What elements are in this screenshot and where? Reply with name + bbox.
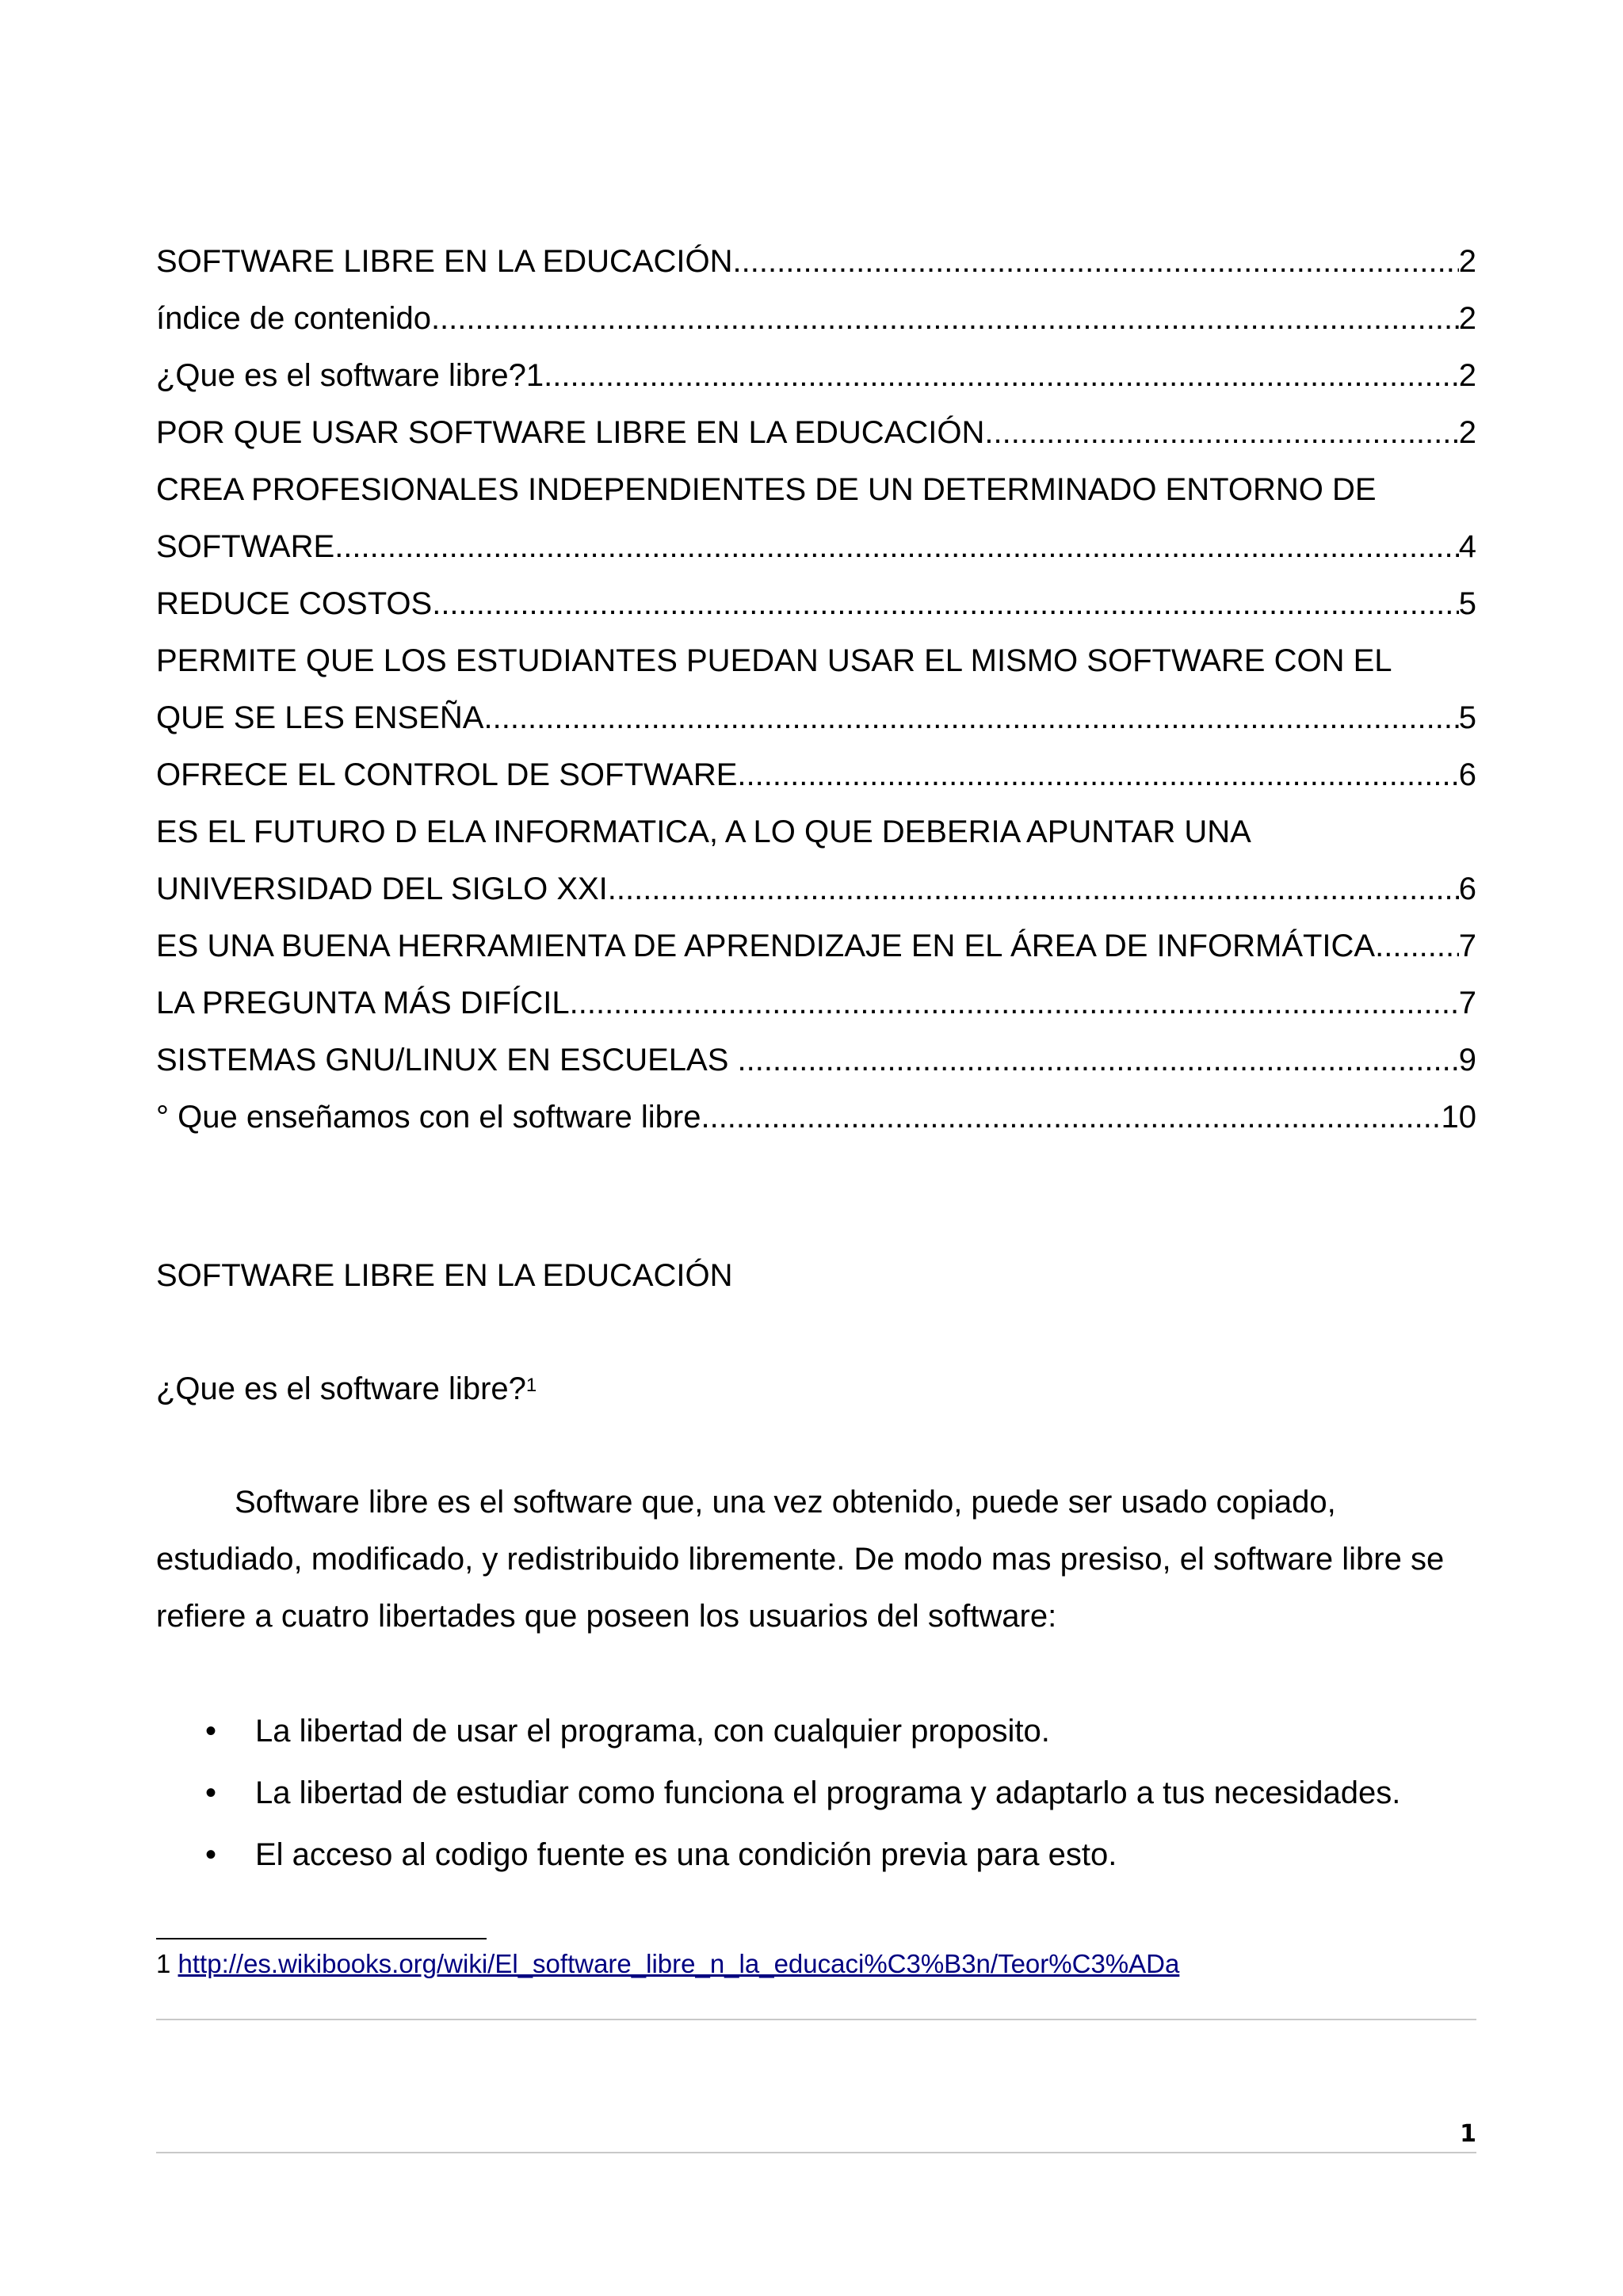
list-item-text: La libertad de usar el programa, con cualquier proposito.	[255, 1714, 1050, 1749]
toc-leader-dots	[483, 689, 1458, 746]
toc-entry-title: PERMITE QUE LOS ESTUDIANTES PUEDAN USAR EL MISMO SOFTWARE CON EL	[156, 643, 1392, 678]
footer-divider-top	[156, 2019, 1476, 2020]
toc-leader-dots	[431, 290, 1459, 347]
footnote-reference[interactable]: 1	[525, 1375, 537, 1396]
toc-entry-line	[156, 1032, 1476, 1089]
toc-entry-title: CREA PROFESIONALES INDEPENDIENTES DE UN DETERMINADO ENTORNO DE	[156, 472, 1377, 507]
toc-page-number: 2	[1458, 358, 1476, 393]
toc-entry[interactable]	[156, 347, 1476, 404]
toc-leader-dots	[737, 746, 1458, 803]
toc-page-number: 2	[1458, 244, 1476, 279]
toc-entry[interactable]	[156, 803, 1476, 917]
toc-page-number: 9	[1458, 1043, 1476, 1077]
toc-entry-title: POR QUE USAR SOFTWARE LIBRE EN LA EDUCACIÓN	[156, 415, 985, 450]
toc-entry[interactable]	[156, 746, 1476, 803]
bullet-icon: •	[205, 1714, 217, 1749]
toc-leader-dots	[738, 1032, 1459, 1089]
footnote-separator	[156, 1938, 487, 1939]
toc-page-number: 7	[1458, 986, 1476, 1020]
toc-entry-line	[156, 347, 1476, 404]
toc-entry[interactable]	[156, 290, 1476, 347]
toc-entry-line	[156, 1089, 1476, 1146]
toc-entry-line	[156, 917, 1476, 974]
toc-page-number: 6	[1458, 757, 1476, 792]
toc-entry[interactable]	[156, 404, 1476, 461]
toc-leader-dots	[733, 233, 1459, 290]
table-of-contents	[156, 233, 1476, 1146]
list-item	[156, 1824, 1476, 1886]
toc-entry-title: SOFTWARE	[156, 529, 335, 564]
footnote	[156, 1947, 1476, 1981]
toc-entry-line	[156, 689, 1476, 746]
bullet-icon: •	[205, 1775, 217, 1810]
toc-entry[interactable]	[156, 917, 1476, 974]
toc-leader-dots	[984, 404, 1458, 461]
toc-leader-dots	[544, 347, 1459, 404]
toc-entry-line	[156, 575, 1476, 632]
subsection-heading-text: ¿Que es el software libre?	[156, 1371, 526, 1406]
page-number: 1	[1460, 2120, 1476, 2148]
toc-page-number: 4	[1458, 529, 1476, 564]
toc-leader-dots	[608, 860, 1459, 917]
toc-entry-line	[156, 518, 1476, 575]
toc-entry-title: REDUCE COSTOS	[156, 586, 433, 621]
toc-entry[interactable]	[156, 1089, 1476, 1146]
toc-page-number: 10	[1441, 1100, 1476, 1135]
toc-entry[interactable]	[156, 233, 1476, 290]
toc-page-number: 5	[1458, 700, 1476, 735]
toc-leader-dots	[334, 518, 1459, 575]
toc-entry-title: OFRECE EL CONTROL DE SOFTWARE	[156, 757, 738, 792]
toc-entry[interactable]	[156, 632, 1476, 746]
bullet-icon: •	[205, 1837, 217, 1872]
toc-entry-title: ES EL FUTURO D ELA INFORMATICA, A LO QUE DEBERIA APUNTAR UNA	[156, 814, 1251, 849]
footer-divider-bottom	[156, 2152, 1476, 2153]
toc-entry-line	[156, 233, 1476, 290]
toc-page-number: 7	[1458, 929, 1476, 963]
toc-entry-line	[156, 746, 1476, 803]
toc-entry-title: ° Que enseñamos con el software libre	[156, 1100, 701, 1135]
list-item-text: La libertad de estudiar como funciona el programa y adaptarlo a tus necesidades.	[255, 1775, 1401, 1810]
toc-entry-line	[156, 290, 1476, 347]
toc-leader-dots	[432, 575, 1459, 632]
toc-entry-line	[156, 860, 1476, 917]
body-paragraph: Software libre es el software que, una vez obtenido, puede ser usado copiado, estudiado, modificado, y redistribuido libremente. De modo mas presiso, el software libre se refiere a cuatro libertades que poseen los usuarios del software:	[156, 1485, 1445, 1634]
toc-entry-title: SOFTWARE LIBRE EN LA EDUCACIÓN	[156, 244, 733, 279]
toc-page-number: 6	[1458, 871, 1476, 906]
freedoms-list	[156, 1700, 1476, 1886]
toc-page-number: 5	[1458, 586, 1476, 621]
footnote-number: 1	[156, 1949, 171, 1978]
subsection-heading	[156, 1370, 1476, 1408]
toc-entry-title: UNIVERSIDAD DEL SIGLO XXI	[156, 871, 608, 906]
toc-page-number: 2	[1458, 415, 1476, 450]
toc-entry[interactable]	[156, 461, 1476, 575]
toc-entry-title: índice de contenido	[156, 301, 431, 336]
toc-entry-title: SISTEMAS GNU/LINUX EN ESCUELAS	[156, 1043, 738, 1077]
toc-entry[interactable]	[156, 974, 1476, 1032]
toc-entry-title: LA PREGUNTA MÁS DIFÍCIL	[156, 986, 570, 1020]
toc-entry[interactable]	[156, 1032, 1476, 1089]
toc-entry-line	[156, 974, 1476, 1032]
toc-entry-title: ¿Que es el software libre?1	[156, 358, 544, 393]
toc-entry-title: ES UNA BUENA HERRAMIENTA DE APRENDIZAJE EN EL ÁREA DE INFORMÁTICA	[156, 929, 1376, 963]
toc-entry[interactable]	[156, 575, 1476, 632]
list-item	[156, 1700, 1476, 1762]
footnote-link[interactable]: http://es.wikibooks.org/wiki/El_software_libre_n_la_educaci%C3%B3n/Teor%C3%ADa	[178, 1949, 1180, 1978]
toc-leader-dots	[570, 974, 1459, 1032]
list-item-text: El acceso al codigo fuente es una condición previa para esto.	[255, 1837, 1117, 1872]
toc-entry-title: QUE SE LES ENSEÑA	[156, 700, 484, 735]
section-heading: SOFTWARE LIBRE EN LA EDUCACIÓN	[156, 1258, 733, 1293]
toc-leader-dots	[1375, 917, 1459, 974]
toc-entry-line	[156, 404, 1476, 461]
list-item	[156, 1762, 1476, 1824]
toc-leader-dots	[701, 1089, 1441, 1146]
toc-page-number: 2	[1458, 301, 1476, 336]
